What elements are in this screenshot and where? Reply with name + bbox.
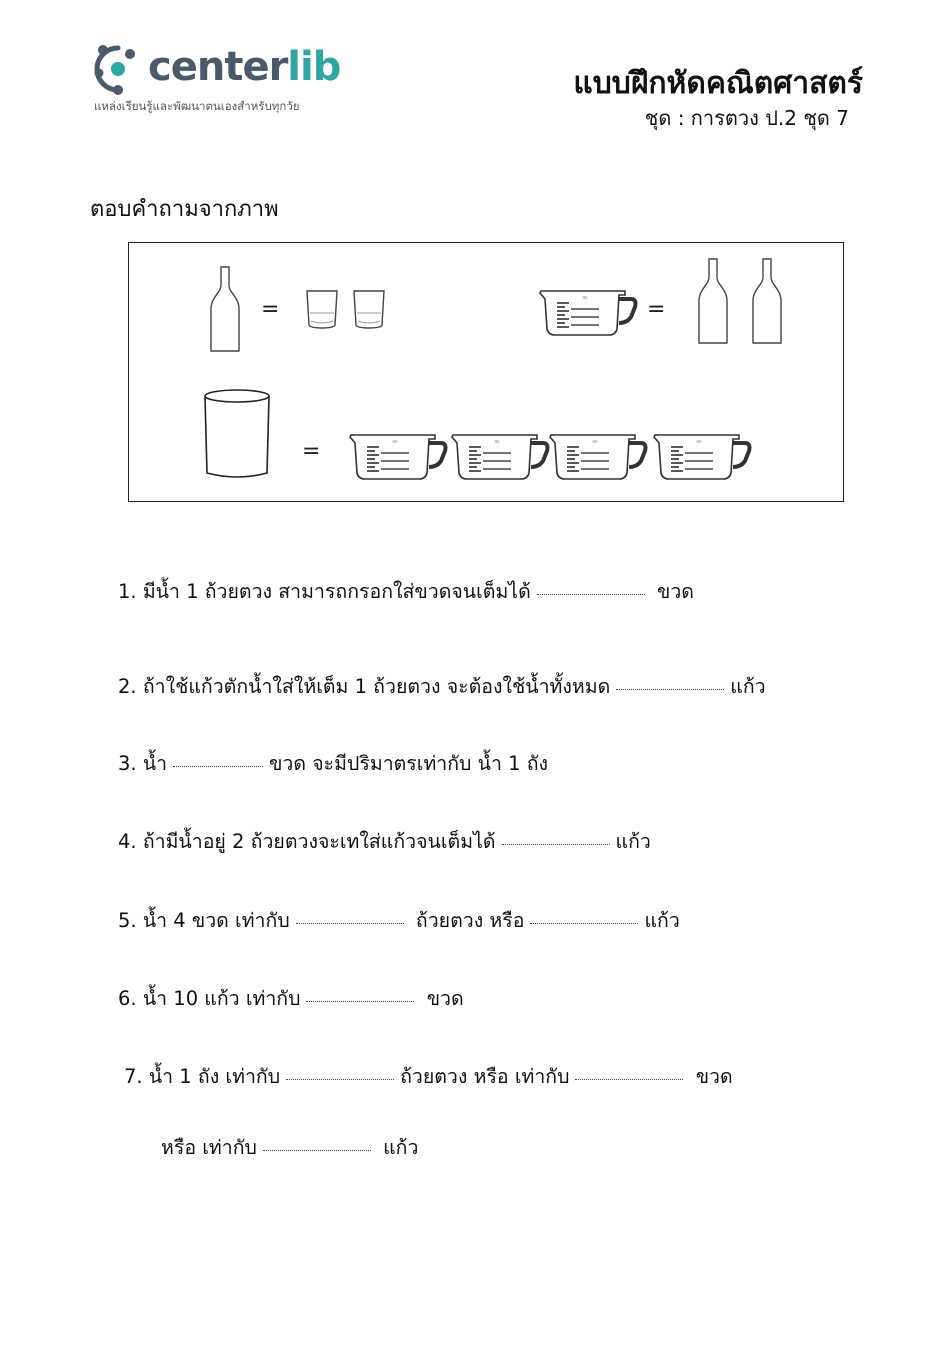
answer-blank[interactable] [616, 689, 724, 690]
answer-blank[interactable] [537, 594, 645, 595]
question-7-continued: หรือ เท่ากับ แก้ว [161, 1136, 419, 1159]
bottle-icon [753, 259, 781, 343]
question-4: 4. ถ้ามีน้ำอยู่ 2 ถ้วยตวงจะเทใส่แก้วจนเต็มได้ แก้ว [118, 830, 651, 853]
question-2: 2. ถ้าใช้แก้วตักน้ำใส่ให้เต็ม 1 ถ้วยตวง จะต้องใช้น้ำทั้งหมด แก้ว [118, 675, 766, 698]
measuring-cup-icon [452, 435, 548, 479]
answer-blank[interactable] [530, 923, 638, 924]
question-7: 7. น้ำ 1 ถัง เท่ากับ ถ้วยตวง หรือ เท่ากับ ขวด [124, 1065, 733, 1088]
question-3: 3. น้ำ ขวด จะมีปริมาตรเท่ากับ น้ำ 1 ถัง [118, 752, 549, 775]
measuring-cup-icon [350, 435, 446, 479]
equals-sign: = [261, 297, 280, 322]
measuring-cup-icon [550, 435, 646, 479]
equals-sign: = [647, 297, 666, 322]
instruction: ตอบคำถามจากภาพ [90, 197, 279, 222]
answer-blank[interactable] [502, 844, 610, 845]
question-5: 5. น้ำ 4 ขวด เท่ากับ ถ้วยตวง หรือ แก้ว [118, 909, 680, 932]
answer-blank[interactable] [263, 1150, 371, 1151]
glass-icon [307, 291, 337, 328]
bucket-icon [205, 390, 269, 477]
logo-tagline: แหล่งเรียนรู้และพัฒนาตนเองสำหรับทุกวัย [94, 99, 300, 113]
answer-blank[interactable] [575, 1079, 683, 1080]
answer-blank[interactable] [173, 766, 263, 767]
measurement-figure: ml = = = [128, 242, 844, 502]
logo-wordmark: centerlib [148, 44, 341, 90]
page-title: แบบฝึกหัดคณิตศาสตร์ [573, 66, 863, 101]
measuring-cup-icon [654, 435, 750, 479]
glass-icon [354, 291, 384, 328]
bottle-icon [211, 267, 239, 351]
logo [92, 40, 352, 120]
answer-blank[interactable] [306, 1001, 414, 1002]
answer-blank[interactable] [286, 1079, 394, 1080]
equals-sign: = [302, 439, 321, 464]
question-6: 6. น้ำ 10 แก้ว เท่ากับ ขวด [118, 987, 464, 1010]
page-subtitle: ชุด : การตวง ป.2 ชุด 7 [644, 106, 849, 130]
question-1: 1. มีน้ำ 1 ถ้วยตวง สามารถกรอกใส่ขวดจนเต็มได้ ขวด [118, 580, 694, 603]
measuring-cup-icon [540, 291, 636, 335]
logo-mark-icon [92, 40, 152, 96]
answer-blank[interactable] [296, 923, 404, 924]
bottle-icon [699, 259, 727, 343]
